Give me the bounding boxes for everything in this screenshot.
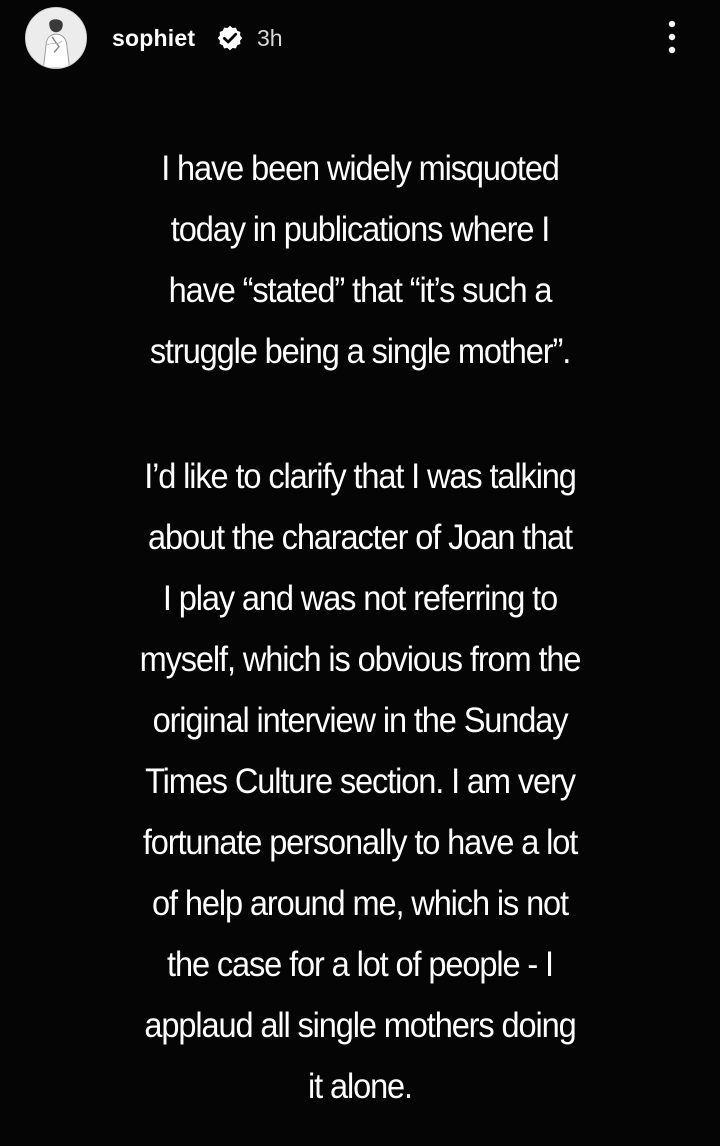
post-time: 3h [257,25,283,51]
profile-photo-icon [26,8,86,68]
more-options-button[interactable] [652,14,692,60]
story-line: applaud all single mothers doing [144,1006,576,1045]
story-paragraph-1 [81,138,639,382]
story-paragraph-2 [81,446,639,1117]
story-line: I play and was not referring to [162,579,558,618]
story-line: today in publications where I [170,210,550,249]
avatar[interactable] [25,7,87,69]
story-line: Times Culture section. I am very [145,762,575,801]
username[interactable]: sophiet [112,25,196,51]
story-line: struggle being a single mother”. [149,332,571,371]
verified-badge-icon [216,24,244,52]
story-line: the case for a lot of people - I [167,945,553,984]
story-line: of help around me, which is not [152,884,568,923]
story-line: about the character of Joan that [148,518,572,557]
story-line: it alone. [308,1067,412,1106]
story-line: original interview in the Sunday [152,701,568,740]
story-line: I have been widely misquoted [161,149,559,188]
story-header [0,0,720,80]
story-line: myself, which is obvious from the [139,640,581,679]
more-options-icon [652,14,692,60]
story-line: I’d like to clarify that I was talking [144,457,576,496]
story-line: have “stated” that “it’s such a [168,271,552,310]
story-line: fortunate personally to have a lot [142,823,578,862]
